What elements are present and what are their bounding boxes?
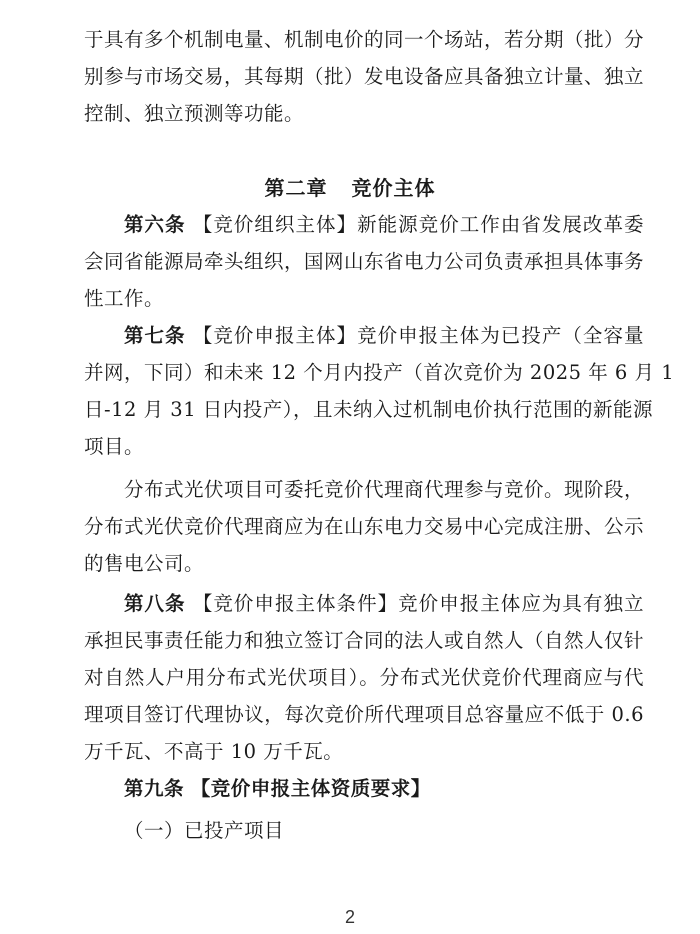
text-line: 的售电公司。 xyxy=(84,552,205,575)
text-line: 于具有多个机制电量、机制电价的同一个场站，若分期（批）分 xyxy=(84,28,645,51)
article-label: 第七条 xyxy=(124,324,186,347)
text-line: 分布式光伏竞价代理商应为在山东电力交易中心完成注册、公示 xyxy=(84,515,645,538)
article-text: 竞价申报主体为已投产（全容量 xyxy=(357,324,644,347)
text-line: 项目。 xyxy=(84,435,145,458)
article-heading: 【竞价组织主体】 xyxy=(192,213,358,236)
text-line: 控制、独立预测等功能。 xyxy=(84,102,305,125)
text-line: 承担民事责任能力和独立签订合同的法人或自然人（自然人仅针 xyxy=(84,629,645,652)
chapter-number: 第二章 xyxy=(264,176,328,200)
text-line: 日-12 月 31 日内投产），且未纳入过机制电价执行范围的新能源 xyxy=(84,398,654,421)
article-6-first-line xyxy=(124,212,644,238)
text-line: 并网，下同）和未来 12 个月内投产（首次竞价为 2025 年 6 月 1 xyxy=(84,361,675,384)
article-8-first-line xyxy=(124,591,644,617)
article-label: 第九条 xyxy=(124,777,185,800)
text-line: 理项目签订代理协议，每次竞价所代理项目总容量应不低于 0.6 xyxy=(84,703,644,726)
article-text: 新能源竞价工作由省发展改革委 xyxy=(357,213,644,236)
chapter-heading xyxy=(0,175,700,201)
subsection-heading: （一）已投产项目 xyxy=(124,819,285,842)
article-text: 竞价申报主体应为具有独立 xyxy=(398,592,644,615)
text-line: 分布式光伏项目可委托竞价代理商代理参与竞价。现阶段， xyxy=(124,478,645,501)
text-line: 别参与市场交易，其每期（批）发电设备应具备独立计量、独立 xyxy=(84,65,645,88)
text-line: 会同省能源局牵头组织，国网山东省电力公司负责承担具体事务 xyxy=(84,250,645,273)
article-heading: 【竞价申报主体】 xyxy=(192,324,358,347)
article-7-first-line xyxy=(124,323,644,349)
article-label: 第八条 xyxy=(124,592,186,615)
page-number: 2 xyxy=(344,907,355,927)
article-heading: 【竞价申报主体资质要求】 xyxy=(190,777,431,800)
chapter-title: 竞价主体 xyxy=(351,176,436,200)
text-line: 万千瓦、不高于 10 万千瓦。 xyxy=(84,740,344,763)
article-heading: 【竞价申报主体条件】 xyxy=(192,592,399,615)
text-line: 性工作。 xyxy=(84,287,165,310)
article-9-first-line xyxy=(124,776,644,802)
article-label: 第六条 xyxy=(124,213,186,236)
text-line: 对自然人户用分布式光伏项目）。分布式光伏竞价代理商应与代 xyxy=(84,666,644,689)
